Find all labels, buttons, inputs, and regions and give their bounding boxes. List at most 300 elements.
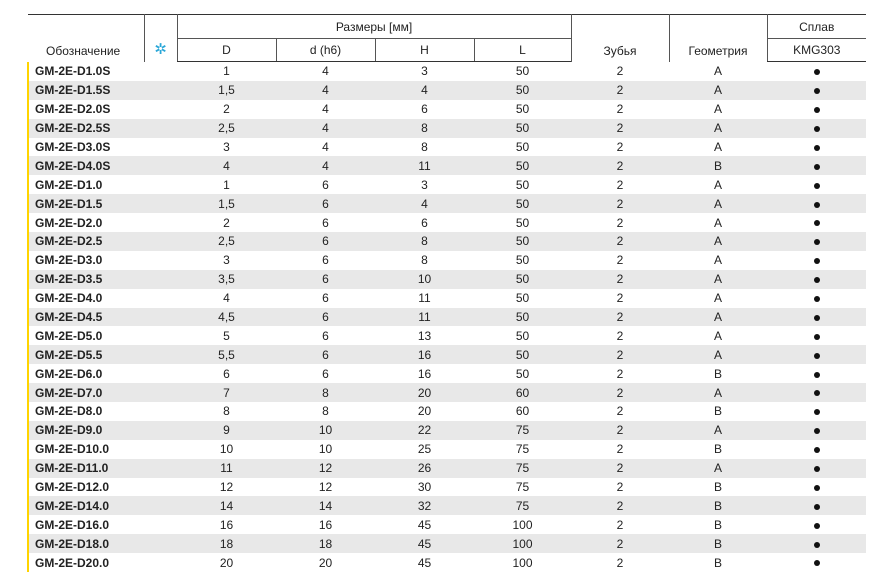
- cell-L: 100: [512, 555, 533, 570]
- availability-dot-icon: [814, 183, 820, 189]
- cell-teeth: 2: [616, 291, 624, 306]
- cell-alloy: [767, 553, 866, 572]
- availability-dot-icon: [814, 239, 820, 245]
- availability-dot-icon: [814, 390, 820, 396]
- cell-alloy: [767, 138, 866, 157]
- availability-dot-icon: [814, 277, 820, 283]
- cell-teeth: 2: [616, 385, 624, 400]
- cell-geometry: A: [713, 121, 722, 136]
- cell-alloy: [767, 289, 866, 308]
- cell-teeth: 2: [616, 83, 624, 98]
- cell-D: 3: [223, 140, 230, 154]
- cell-d: 6: [322, 272, 329, 287]
- cell-L: 50: [515, 121, 530, 136]
- header-dimensions-group: Размеры [мм]: [177, 15, 571, 39]
- cell-star: [144, 213, 177, 232]
- cell-H: 8: [421, 234, 428, 249]
- availability-dot-icon: [814, 428, 820, 434]
- cell-alloy: [767, 251, 866, 270]
- cell-alloy: [767, 421, 866, 440]
- cell-alloy: [767, 194, 866, 213]
- cell-H: 20: [417, 404, 432, 419]
- table-row: [28, 119, 866, 138]
- cell-d: 6: [322, 234, 329, 249]
- cell-d: 18: [318, 536, 333, 551]
- table-row: [28, 421, 866, 440]
- cell-designation: GM-2E-D5.5: [28, 345, 144, 364]
- cell-D: 2: [223, 215, 230, 230]
- cell-alloy: [767, 119, 866, 138]
- table-row: [28, 534, 866, 553]
- cell-H: 10: [417, 272, 432, 287]
- header-col-d: d (h6): [276, 39, 375, 62]
- cell-teeth: 2: [616, 536, 624, 551]
- cell-designation: GM-2E-D10.0: [28, 440, 144, 459]
- header-teeth: Зубья: [571, 15, 669, 62]
- cell-designation: GM-2E-D18.0: [28, 534, 144, 553]
- cell-D: 2,5: [218, 121, 235, 136]
- cell-teeth: 2: [616, 366, 624, 381]
- cell-alloy: [767, 534, 866, 553]
- cell-D: 10: [219, 442, 234, 457]
- cell-H: 6: [421, 215, 428, 230]
- cell-H: 45: [417, 536, 432, 551]
- cell-designation: GM-2E-D2.5S: [28, 119, 144, 138]
- cell-d: 12: [318, 480, 333, 495]
- cell-geometry: A: [713, 461, 722, 476]
- cell-D: 4,5: [218, 310, 235, 325]
- cell-star: [144, 156, 177, 175]
- cell-teeth: 2: [616, 328, 624, 343]
- cell-d: 4: [322, 64, 329, 79]
- availability-dot-icon: [814, 69, 820, 75]
- cell-L: 50: [515, 234, 530, 249]
- cell-alloy: [767, 496, 866, 515]
- header-geometry: Геометрия: [669, 15, 767, 62]
- cell-alloy: [767, 81, 866, 100]
- cell-star: [144, 81, 177, 100]
- availability-dot-icon: [814, 315, 820, 321]
- cell-star: [144, 175, 177, 194]
- cell-star: [144, 553, 177, 572]
- cell-star: [144, 345, 177, 364]
- cell-d: 16: [318, 517, 333, 532]
- cell-geometry: A: [713, 234, 722, 249]
- table-row: [28, 459, 866, 478]
- cell-teeth: 2: [616, 196, 624, 211]
- cell-geometry: A: [713, 177, 722, 192]
- table-row: [28, 364, 866, 383]
- cell-L: 75: [515, 423, 530, 438]
- cell-d: 8: [322, 404, 329, 419]
- cell-teeth: 2: [616, 498, 624, 513]
- cell-alloy: [767, 326, 866, 345]
- cell-d: 6: [322, 196, 329, 211]
- cell-star: [144, 383, 177, 402]
- cell-designation: GM-2E-D3.0: [28, 251, 144, 270]
- table-row: [28, 478, 866, 497]
- table-row: [28, 345, 866, 364]
- table-row: [28, 270, 866, 289]
- cell-star: [144, 326, 177, 345]
- cell-star: [144, 364, 177, 383]
- cell-d: 6: [322, 347, 329, 362]
- cell-star: [144, 62, 177, 81]
- cell-D: 3: [223, 253, 230, 268]
- cell-teeth: 2: [616, 404, 624, 419]
- table-row: [28, 553, 866, 572]
- cell-L: 50: [515, 291, 530, 306]
- availability-dot-icon: [814, 504, 820, 510]
- cell-D: 16: [219, 517, 234, 532]
- cell-D: 1: [223, 177, 230, 192]
- cell-L: 60: [515, 385, 530, 400]
- cell-designation: GM-2E-D11.0: [28, 459, 144, 478]
- cell-designation: GM-2E-D1.5S: [28, 81, 144, 100]
- cell-H: 4: [421, 196, 428, 211]
- table-row: [28, 194, 866, 213]
- cell-star: [144, 119, 177, 138]
- cell-L: 50: [515, 253, 530, 268]
- cell-teeth: 2: [616, 310, 624, 325]
- header-col-D: D: [177, 39, 276, 62]
- cell-alloy: [767, 156, 866, 175]
- cell-H: 30: [417, 480, 432, 495]
- table-row: [28, 213, 866, 232]
- table-row: [28, 326, 866, 345]
- cell-geometry: A: [713, 83, 722, 98]
- cell-geometry: A: [713, 385, 722, 400]
- cell-D: 18: [219, 536, 234, 551]
- table-row: [28, 175, 866, 194]
- cell-alloy: [767, 383, 866, 402]
- cell-geometry: B: [713, 536, 722, 551]
- cell-D: 4: [223, 291, 230, 306]
- cell-designation: GM-2E-D4.5: [28, 308, 144, 327]
- cell-geometry: B: [713, 158, 722, 173]
- cell-geometry: A: [713, 291, 722, 306]
- availability-dot-icon: [814, 296, 820, 302]
- cell-d: 8: [322, 385, 329, 400]
- cell-d: 6: [322, 291, 329, 306]
- cell-geometry: A: [713, 253, 722, 268]
- cell-L: 50: [515, 64, 530, 79]
- availability-dot-icon: [814, 258, 820, 264]
- table-row: [28, 81, 866, 100]
- cell-star: [144, 402, 177, 421]
- cell-L: 50: [515, 102, 530, 117]
- cell-designation: GM-2E-D9.0: [28, 421, 144, 440]
- cell-teeth: 2: [616, 140, 624, 154]
- availability-dot-icon: [814, 126, 820, 132]
- availability-dot-icon: [814, 409, 820, 415]
- cell-designation: GM-2E-D7.0: [28, 383, 144, 402]
- cell-d: 14: [318, 498, 333, 513]
- header-alloy-group: Сплав: [767, 15, 866, 39]
- cell-D: 6: [223, 366, 230, 381]
- cell-designation: GM-2E-D1.0S: [28, 62, 144, 81]
- cell-geometry: B: [713, 404, 722, 419]
- cell-teeth: 2: [616, 215, 624, 230]
- table-row: [28, 402, 866, 421]
- cell-geometry: A: [713, 328, 722, 343]
- cell-star: [144, 440, 177, 459]
- cell-designation: GM-2E-D1.5: [28, 194, 144, 213]
- cell-alloy: [767, 232, 866, 251]
- cell-d: 4: [322, 121, 329, 136]
- cell-geometry: B: [713, 498, 722, 513]
- cell-teeth: 2: [616, 555, 624, 570]
- cell-d: 6: [322, 366, 329, 381]
- availability-dot-icon: [814, 447, 820, 453]
- cell-alloy: [767, 270, 866, 289]
- cell-H: 22: [417, 423, 432, 438]
- cell-designation: GM-2E-D3.0S: [28, 138, 144, 157]
- cell-geometry: A: [713, 215, 722, 230]
- availability-dot-icon: [814, 485, 820, 491]
- cell-L: 75: [515, 480, 530, 495]
- cell-teeth: 2: [616, 253, 624, 268]
- cell-H: 32: [417, 498, 432, 513]
- cell-geometry: B: [713, 366, 722, 381]
- cell-star: [144, 100, 177, 119]
- cell-teeth: 2: [616, 64, 624, 79]
- header-designation: Обозначение: [46, 43, 121, 58]
- cell-designation: GM-2E-D2.5: [28, 232, 144, 251]
- cell-d: 6: [322, 253, 329, 268]
- cell-H: 8: [421, 140, 428, 154]
- table-row: [28, 308, 866, 327]
- cell-L: 75: [515, 461, 530, 476]
- cell-L: 50: [515, 196, 530, 211]
- cell-L: 50: [515, 272, 530, 287]
- cell-D: 2: [223, 102, 230, 117]
- cell-H: 8: [421, 121, 428, 136]
- cell-H: 45: [417, 517, 432, 532]
- cell-designation: GM-2E-D12.0: [28, 478, 144, 497]
- cell-star: [144, 232, 177, 251]
- cell-geometry: A: [713, 272, 722, 287]
- availability-dot-icon: [814, 107, 820, 113]
- cell-D: 5,5: [218, 347, 235, 362]
- header-alloy-grade: KMG303: [767, 39, 866, 62]
- cell-alloy: [767, 515, 866, 534]
- table-row: [28, 440, 866, 459]
- availability-dot-icon: [814, 145, 820, 151]
- cell-d: 6: [322, 177, 329, 192]
- cell-L: 60: [515, 404, 530, 419]
- cell-geometry: A: [713, 140, 722, 154]
- cell-d: 12: [318, 461, 333, 476]
- cell-designation: GM-2E-D8.0: [28, 402, 144, 421]
- cell-alloy: [767, 402, 866, 421]
- cell-designation: GM-2E-D2.0: [28, 213, 144, 232]
- cell-designation: GM-2E-D5.0: [28, 326, 144, 345]
- cell-H: 11: [418, 291, 431, 306]
- cell-geometry: A: [713, 196, 722, 211]
- cell-D: 1,5: [218, 83, 235, 98]
- cell-d: 6: [322, 215, 329, 230]
- cell-geometry: B: [713, 480, 722, 495]
- cell-teeth: 2: [616, 272, 624, 287]
- availability-dot-icon: [814, 523, 820, 529]
- cell-teeth: 2: [616, 423, 624, 438]
- cell-H: 16: [417, 347, 432, 362]
- cell-geometry: B: [713, 555, 722, 570]
- cell-star: [144, 515, 177, 534]
- cell-L: 50: [515, 215, 530, 230]
- table-row: [28, 383, 866, 402]
- availability-dot-icon: [814, 560, 820, 566]
- cell-d: 10: [318, 442, 333, 457]
- cell-D: 1,5: [218, 196, 235, 211]
- cell-H: 4: [421, 83, 428, 98]
- cell-geometry: A: [713, 102, 722, 117]
- cell-alloy: [767, 364, 866, 383]
- cell-H: 45: [417, 555, 432, 570]
- availability-dot-icon: [814, 202, 820, 208]
- cell-teeth: 2: [616, 102, 624, 117]
- cell-L: 50: [515, 310, 530, 325]
- table-row: [28, 251, 866, 270]
- cell-d: 4: [322, 158, 329, 173]
- cell-H: 11: [418, 158, 431, 173]
- availability-dot-icon: [814, 220, 820, 226]
- cell-designation: GM-2E-D14.0: [28, 496, 144, 515]
- cell-H: 8: [421, 253, 428, 268]
- cell-alloy: [767, 213, 866, 232]
- cell-designation: GM-2E-D6.0: [28, 364, 144, 383]
- cell-geometry: B: [713, 517, 722, 532]
- cell-designation: GM-2E-D2.0S: [28, 100, 144, 119]
- table-row: [28, 515, 866, 534]
- cell-d: 6: [322, 328, 329, 343]
- cell-star: [144, 459, 177, 478]
- cell-designation: GM-2E-D16.0: [28, 515, 144, 534]
- cell-teeth: 2: [616, 442, 624, 457]
- snowflake-icon: ✲: [144, 15, 177, 62]
- availability-dot-icon: [814, 88, 820, 94]
- cell-L: 50: [515, 366, 530, 381]
- availability-dot-icon: [814, 466, 820, 472]
- availability-dot-icon: [814, 334, 820, 340]
- cell-teeth: 2: [616, 461, 624, 476]
- table-row: [28, 496, 866, 515]
- cell-D: 9: [223, 423, 230, 438]
- cell-D: 14: [219, 498, 234, 513]
- table-row: [28, 100, 866, 119]
- cell-d: 4: [322, 83, 329, 98]
- cell-star: [144, 421, 177, 440]
- cell-L: 75: [515, 442, 530, 457]
- cell-designation: GM-2E-D1.0: [28, 175, 144, 194]
- cell-geometry: B: [713, 442, 722, 457]
- cell-D: 7: [223, 385, 230, 400]
- cell-teeth: 2: [616, 480, 624, 495]
- cell-designation: GM-2E-D4.0: [28, 289, 144, 308]
- cell-H: 3: [421, 177, 428, 192]
- cell-H: 25: [417, 442, 432, 457]
- cell-d: 4: [322, 102, 329, 117]
- cell-L: 100: [512, 517, 533, 532]
- cell-designation: GM-2E-D20.0: [28, 553, 144, 572]
- cell-teeth: 2: [616, 158, 624, 173]
- cell-designation: GM-2E-D3.5: [28, 270, 144, 289]
- availability-dot-icon: [814, 542, 820, 548]
- cell-D: 20: [219, 555, 234, 570]
- cell-L: 50: [515, 347, 530, 362]
- cell-D: 12: [219, 480, 234, 495]
- header-col-H: H: [375, 39, 474, 62]
- cell-teeth: 2: [616, 234, 624, 249]
- cell-alloy: [767, 100, 866, 119]
- table-row: [28, 156, 866, 175]
- cell-alloy: [767, 478, 866, 497]
- cell-D: 5: [223, 328, 230, 343]
- cell-star: [144, 496, 177, 515]
- cell-star: [144, 289, 177, 308]
- cell-alloy: [767, 345, 866, 364]
- cell-D: 8: [223, 404, 230, 419]
- availability-dot-icon: [814, 353, 820, 359]
- cell-H: 26: [417, 461, 432, 476]
- product-table: [27, 14, 866, 572]
- table-row: [28, 62, 866, 81]
- cell-star: [144, 534, 177, 553]
- cell-L: 50: [515, 158, 530, 173]
- table-row: [28, 232, 866, 251]
- cell-star: [144, 478, 177, 497]
- availability-dot-icon: [814, 164, 820, 170]
- table-row: [28, 138, 866, 157]
- cell-d: 10: [318, 423, 333, 438]
- cell-star: [144, 270, 177, 289]
- cell-d: 20: [318, 555, 333, 570]
- cell-H: 3: [421, 64, 428, 79]
- cell-L: 50: [515, 83, 530, 98]
- cell-alloy: [767, 459, 866, 478]
- cell-teeth: 2: [616, 177, 624, 192]
- cell-alloy: [767, 440, 866, 459]
- cell-L: 50: [515, 328, 530, 343]
- table-body: [28, 62, 866, 573]
- cell-H: 20: [417, 385, 432, 400]
- table-header: [28, 15, 866, 62]
- cell-geometry: A: [713, 310, 722, 325]
- table-row: [28, 289, 866, 308]
- cell-star: [144, 138, 177, 157]
- cell-L: 50: [515, 177, 530, 192]
- cell-L: 50: [515, 140, 530, 154]
- cell-designation: GM-2E-D4.0S: [28, 156, 144, 175]
- cell-L: 75: [515, 498, 530, 513]
- cell-star: [144, 194, 177, 213]
- header-col-L: L: [474, 39, 571, 62]
- cell-H: 6: [421, 102, 428, 117]
- availability-dot-icon: [814, 372, 820, 378]
- cell-D: 11: [220, 461, 233, 476]
- cell-D: 3,5: [218, 272, 235, 287]
- cell-teeth: 2: [616, 347, 624, 362]
- cell-H: 13: [417, 328, 432, 343]
- cell-star: [144, 251, 177, 270]
- cell-geometry: A: [713, 423, 722, 438]
- cell-teeth: 2: [616, 121, 624, 136]
- cell-alloy: [767, 308, 866, 327]
- product-table-container: [27, 14, 865, 572]
- cell-d: 4: [322, 140, 329, 154]
- cell-geometry: A: [713, 64, 722, 79]
